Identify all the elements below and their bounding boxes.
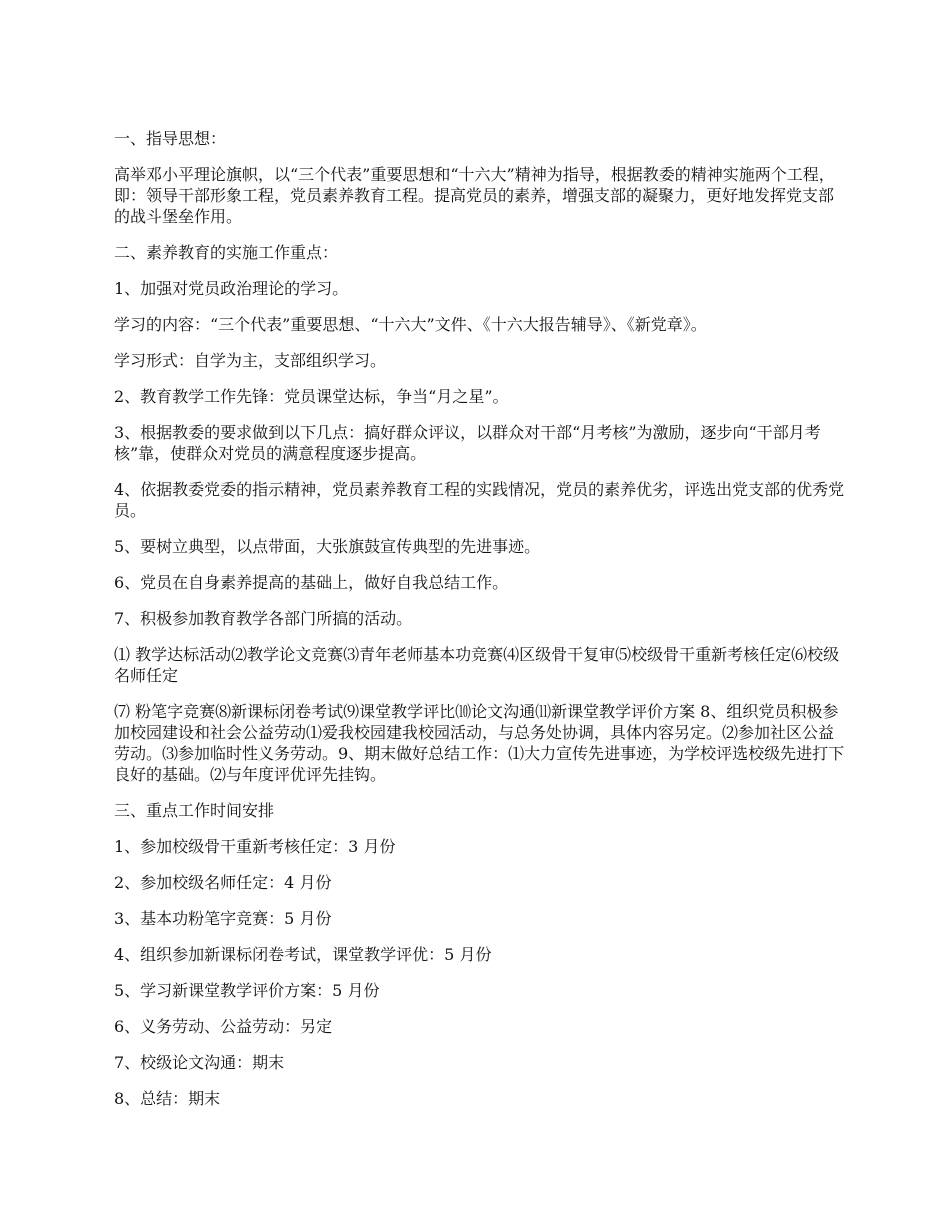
item-6: 6、党员在自身素养提高的基础上，做好自我总结工作。: [114, 573, 509, 592]
item-1: 1、加强对党员政治理论的学习。: [114, 279, 349, 298]
item-7: 7、积极参加教育教学各部门所搞的活动。: [114, 609, 413, 628]
schedule-item-2: 2、参加校级名师任定：4 月份: [114, 873, 332, 892]
schedule-item-6: 6、义务劳动、公益劳动：另定: [114, 1017, 333, 1036]
item-2: 2、教育教学工作先锋：党员课堂达标，争当“月之星”。: [114, 387, 509, 406]
schedule-item-1: 1、参加校级骨干重新考核任定：3 月份: [114, 837, 396, 856]
item-4: 4、依据教委党委的指示精神，党员素养教育工程的实践情况，党员的素养优劣，评选出党支部的优秀党员。: [114, 480, 845, 520]
heading-guiding-ideology: 一、指导思想：: [114, 129, 227, 148]
study-content: 学习的内容：“三个代表”重要思想、“十六大”文件、《十六大报告辅导》、《新党章》。: [114, 315, 707, 334]
schedule-item-5: 5、学习新课堂教学评价方案：5 月份: [114, 981, 380, 1000]
document-body: [114, 128, 846, 1124]
heading-work-focus: 二、素养教育的实施工作重点：: [114, 243, 339, 262]
schedule-item-7: 7、校级论文沟通：期末: [114, 1053, 285, 1072]
item-5: 5、要树立典型，以点带面，大张旗鼓宣传典型的先进事迹。: [114, 537, 541, 556]
schedule-item-4: 4、组织参加新课标闭卷考试，课堂教学评优：5 月份: [114, 945, 492, 964]
schedule-item-3: 3、基本功粉笔字竞赛：5 月份: [114, 909, 332, 928]
activity-list-2: ⑺ 粉笔字竞赛⑻新课标闭卷考试⑼课堂教学评比⑽论文沟通⑾新课堂教学评价方案 8、组织党员积极参加校园建设和社会公益劳动⑴爱我校园建我校园活动，与总务处协调，具体内容另定。⑵参加社区公益劳动。⑶参加临时性义务劳动。9、期末做好总结工作：⑴大力宣传先进事迹，为学校评选校级先进打下良好的基础。⑵与年度评优评先挂钩。: [114, 702, 845, 784]
item-3: 3、根据教委的要求做到以下几点：搞好群众评议，以群众对干部“月考核”为激励，逐步向“干部月考核”靠，使群众对党员的满意程度逐步提高。: [114, 423, 821, 463]
heading-schedule: 三、重点工作时间安排: [114, 801, 275, 820]
schedule-item-8: 8、总结：期末: [114, 1089, 221, 1108]
paragraph-guiding-ideology: 高举邓小平理论旗帜，以“三个代表”重要思想和“十六大”精神为指导，根据教委的精神实施两个工程，即：领导干部形象工程，党员素养教育工程。提高党员的素养，增强支部的凝聚力，更好地发挥党支部的战斗堡垒作用。: [114, 165, 835, 226]
activity-list-1: ⑴ 教学达标活动⑵教学论文竞赛⑶青年老师基本功竞赛⑷区级骨干复审⑸校级骨干重新考核任定⑹校级名师任定: [114, 645, 840, 685]
study-form: 学习形式：自学为主，支部组织学习。: [114, 351, 387, 370]
